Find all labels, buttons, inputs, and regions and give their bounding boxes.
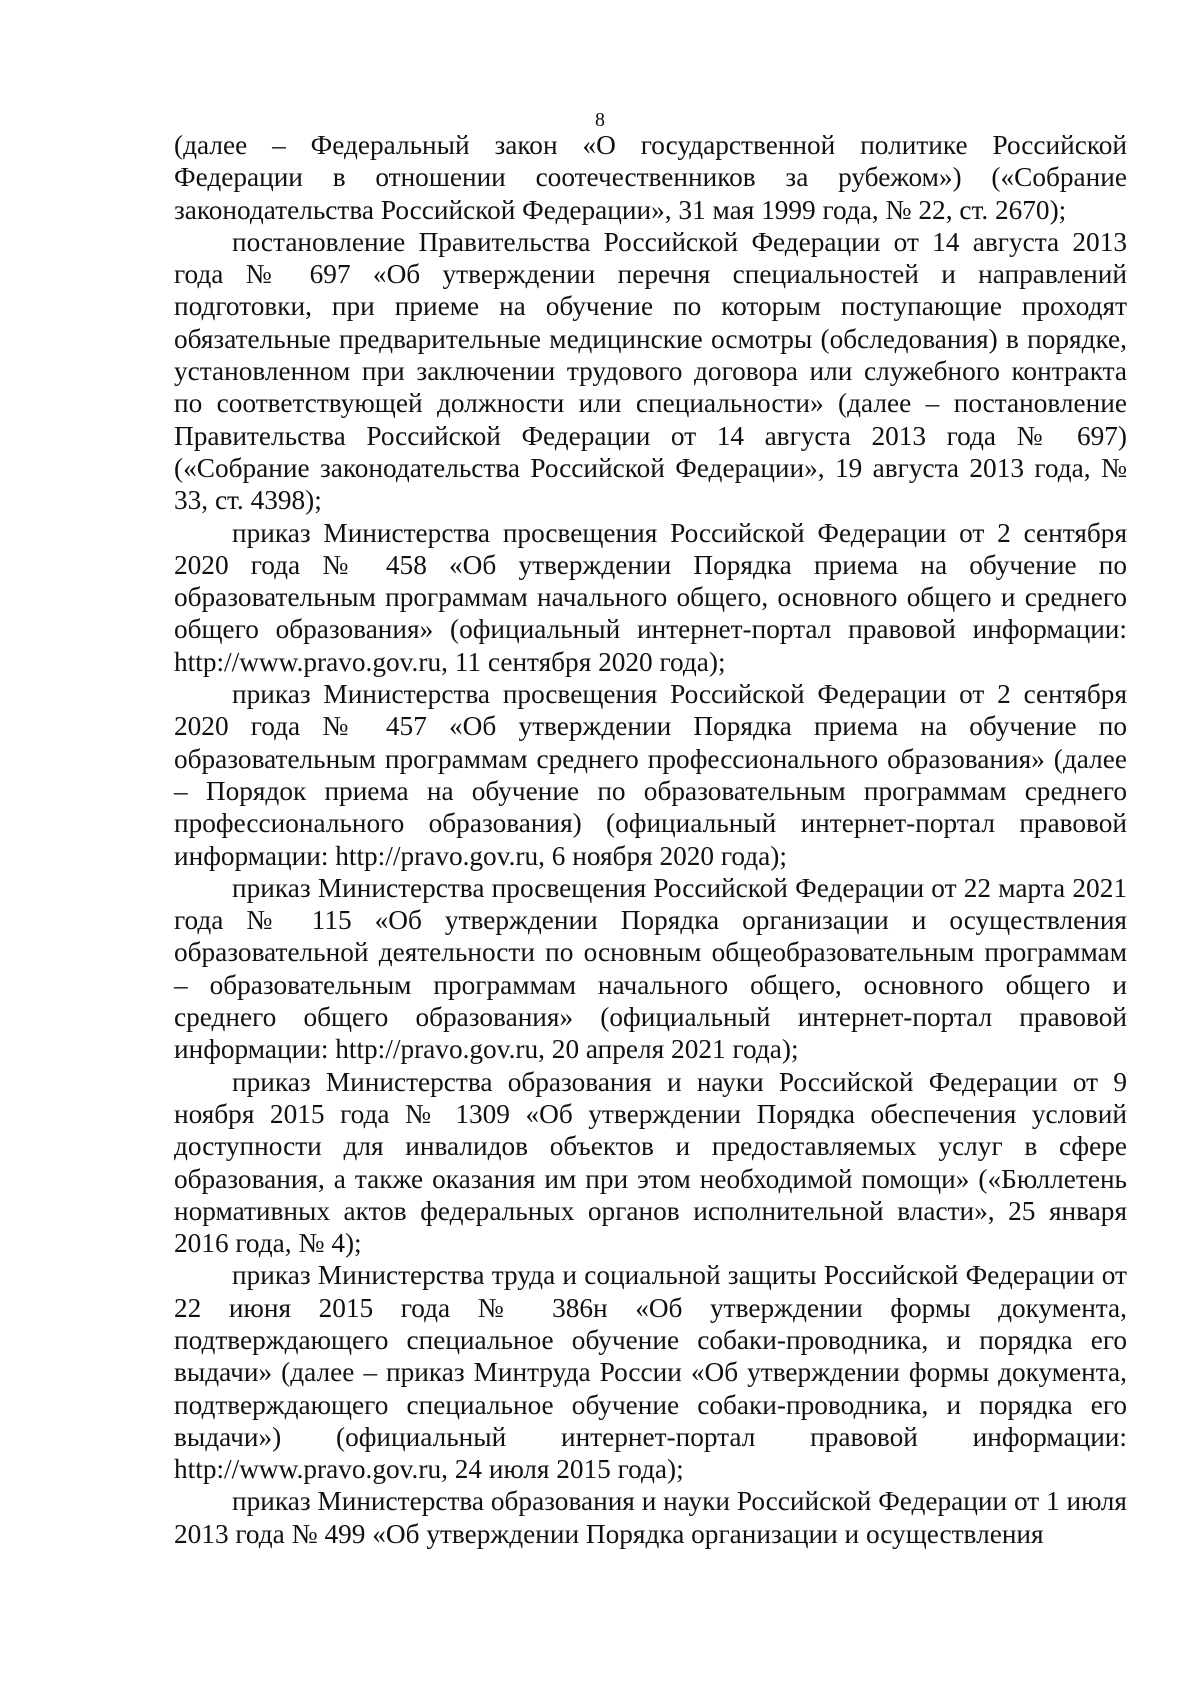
paragraph-order-458: приказ Министерства просвещения Российской Федерации от 2 сентября 2020 года № 458 «Об утверждении Порядка приема на обучение по образовательным программам начального общего, основного общего и среднего общего образования» (официальный интернет-портал правовой информации: http://www.pravo.gov.ru, 11 сентября 2020 года); [174,517,1127,677]
page-number: 8 [595,109,605,131]
paragraph-continuation: (далее – Федеральный закон «О государственной политике Российской Федерации в отношении соотечественников за рубежом») («Собрание законодательства Российской Федерации», 31 мая 1999 года, № 22, ст. 2670); [174,130,1127,225]
paragraph-decree-697: постановление Правительства Российской Федерации от 14 августа 2013 года № 697 «Об утверждении перечня специальностей и направлений подготовки, при приеме на обучение по которым поступающие проходят обязательные предварительные медицинские осмотры (обследования) в порядке, установленном при заключении трудового договора или служебного контракта по соответствующей должности или специальности» (далее – постановление Правительства Российской Федерации от 14 августа 2013 года № 697) («Собрание законодательства Российской Федерации», 19 августа 2013 года, № 33, ст. 4398); [174,226,1127,516]
paragraph-order-115: приказ Министерства просвещения Российской Федерации от 22 марта 2021 года № 115 «Об утверждении Порядка организации и осуществления образовательной деятельности по основным общеобразовательным программам – образовательным программам начального общего, основного общего и среднего общего образования» (официальный интернет-портал правовой информации: http://pravo.gov.ru, 20 апреля 2021 года); [174,872,1127,1065]
paragraph-order-457: приказ Министерства просвещения Российской Федерации от 2 сентября 2020 года № 457 «Об утверждении Порядка приема на обучение по образовательным программам среднего профессионального образования» (далее – Порядок приема на обучение по образовательным программам среднего профессионального образования) (официальный интернет-портал правовой информации: http://pravo.gov.ru, 6 ноября 2020 года); [174,679,1127,871]
document-body [174,129,1127,1550]
paragraph-order-1309: приказ Министерства образования и науки Российской Федерации от 9 ноября 2015 года № 1309 «Об утверждении Порядка обеспечения условий доступности для инвалидов объектов и предоставляемых услуг в сфере образования, а также оказания им при этом необходимой помощи» («Бюллетень нормативных актов федеральных органов исполнительной власти», 25 января 2016 года, № 4); [174,1066,1127,1259]
paragraph-order-386n: приказ Министерства труда и социальной защиты Российской Федерации от 22 июня 2015 года № 386н «Об утверждении формы документа, подтверждающего специальное обучение собаки-проводника, и порядка его выдачи» (далее – приказ Минтруда России «Об утверждении формы документа, подтверждающего специальное обучение собаки-проводника, и порядка его выдачи») (официальный интернет-портал правовой информации: http://www.pravo.gov.ru, 24 июля 2015 года); [174,1260,1127,1485]
paragraph-order-499: приказ Министерства образования и науки Российской Федерации от 1 июля 2013 года № 499 «Об утверждении Порядка организации и осуществления [174,1486,1127,1549]
